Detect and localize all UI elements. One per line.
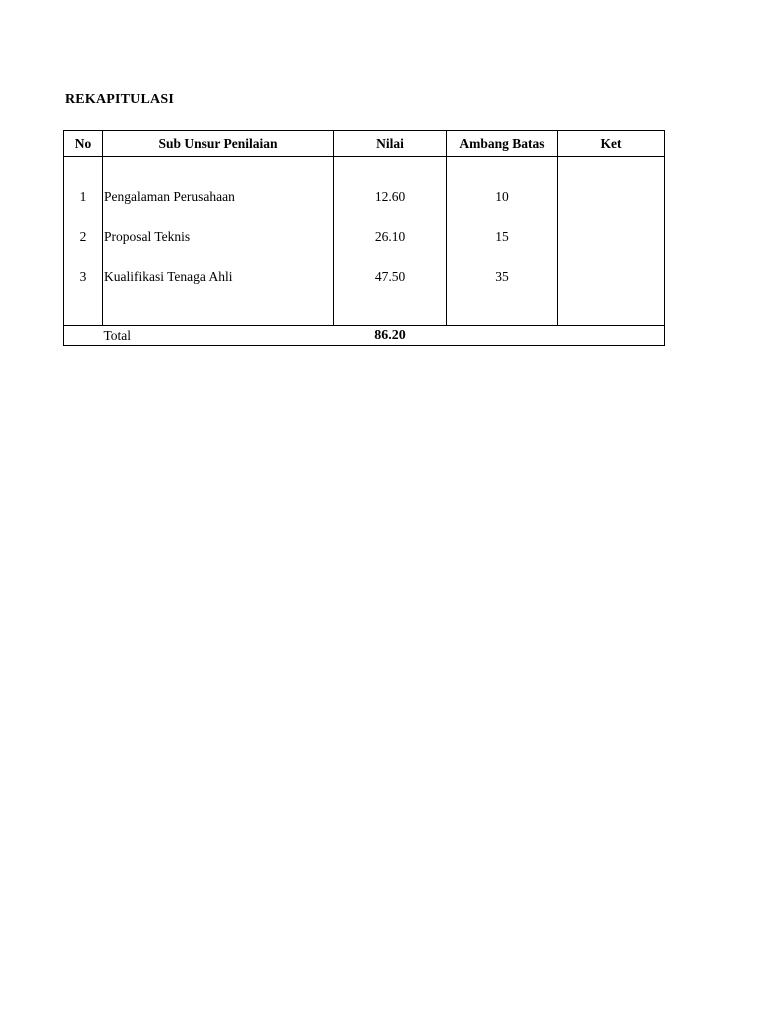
table-row — [64, 217, 665, 257]
table-header-row — [64, 131, 665, 157]
total-row — [64, 326, 665, 346]
header-no: No — [64, 131, 103, 157]
row-no: 3 — [64, 257, 103, 297]
total-label: Total — [103, 326, 334, 346]
table-row — [64, 177, 665, 217]
row-nilai: 26.10 — [334, 217, 447, 257]
row-ket — [558, 257, 665, 297]
header-ambang-batas: Ambang Batas — [447, 131, 558, 157]
row-nilai: 47.50 — [334, 257, 447, 297]
row-no: 2 — [64, 217, 103, 257]
row-no: 1 — [64, 177, 103, 217]
row-ket — [558, 177, 665, 217]
header-nilai: Nilai — [334, 131, 447, 157]
row-nilai: 12.60 — [334, 177, 447, 217]
page-title: REKAPITULASI — [65, 92, 174, 107]
row-ambang-batas: 35 — [447, 257, 558, 297]
row-sub-unsur: Pengalaman Perusahaan — [103, 177, 334, 217]
table-spacer-row — [64, 157, 665, 178]
row-sub-unsur: Proposal Teknis — [103, 217, 334, 257]
row-sub-unsur: Kualifikasi Tenaga Ahli — [103, 257, 334, 297]
table-row — [64, 257, 665, 297]
row-ambang-batas: 10 — [447, 177, 558, 217]
row-ket — [558, 217, 665, 257]
table-spacer-row — [64, 297, 665, 326]
header-ket: Ket — [558, 131, 665, 157]
total-value: 86.20 — [334, 326, 447, 346]
row-ambang-batas: 15 — [447, 217, 558, 257]
recap-table — [63, 130, 665, 346]
header-sub-unsur: Sub Unsur Penilaian — [103, 131, 334, 157]
